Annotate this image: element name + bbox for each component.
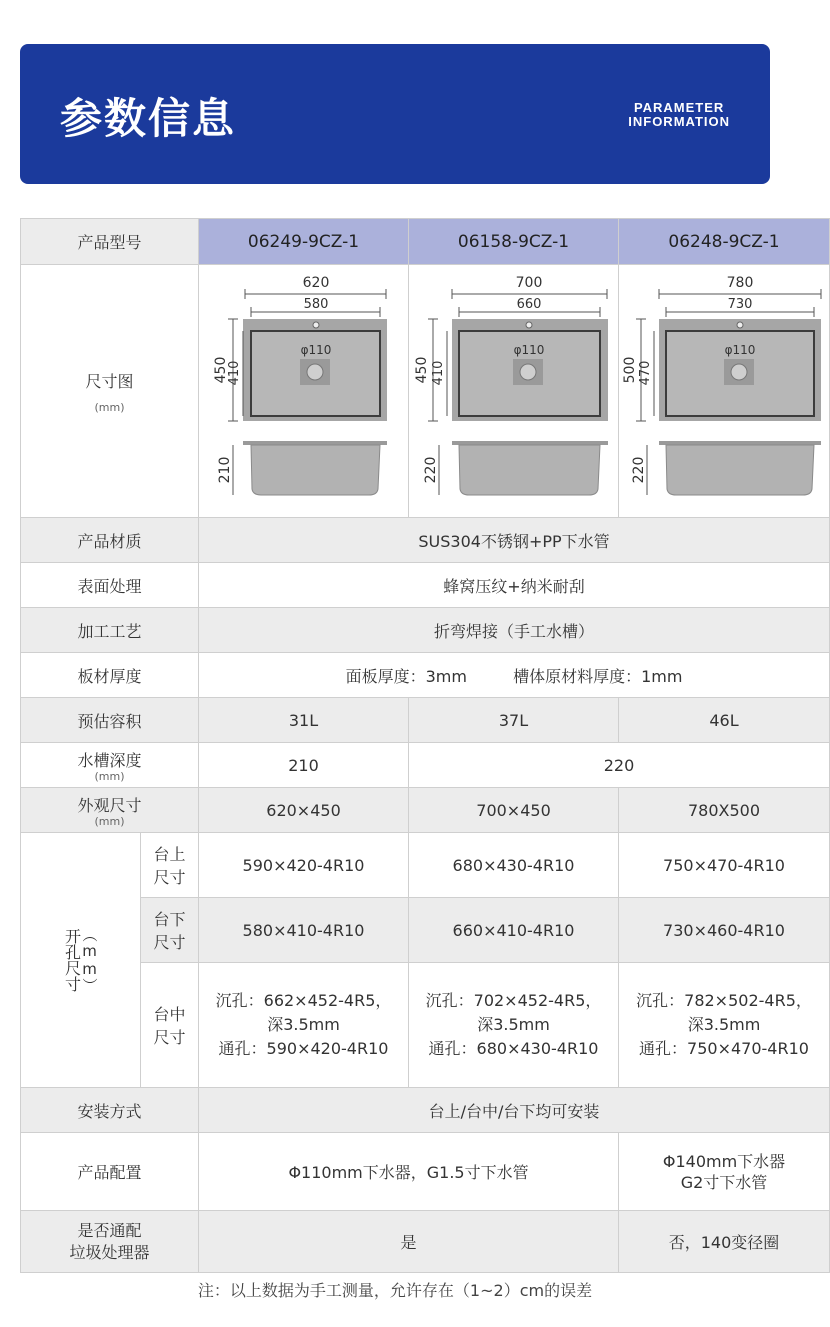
row-capacity [21, 698, 830, 743]
config-a: Φ110mm下水器，G1.5寸下水管 [199, 1133, 619, 1211]
label-surface: 表面处理 [21, 563, 199, 608]
page-subtitle [628, 101, 730, 129]
flush-line-2: 深3.5mm [267, 1015, 340, 1034]
size-3: 780X500 [619, 788, 830, 833]
label-cutout-under [141, 898, 199, 963]
value-material: SUS304不锈钢+PP下水管 [199, 518, 830, 563]
panel-thickness: 面板厚度：3mm [345, 666, 467, 686]
row-disposer [21, 1211, 830, 1273]
dim-drain: φ110 [513, 343, 545, 357]
row-install [21, 1088, 830, 1133]
label-size [21, 788, 199, 833]
label-diagram [21, 265, 199, 518]
row-process [21, 608, 830, 653]
label-config: 产品配置 [21, 1133, 199, 1211]
size-1: 620×450 [199, 788, 409, 833]
label-capacity: 预估容积 [21, 698, 199, 743]
dim-inner-width: 660 [516, 297, 542, 312]
value-thickness [199, 653, 830, 698]
flush-line-1: 沉孔：702×452-4R5， [425, 991, 602, 1010]
label-size-text: 外观尺寸 [77, 795, 142, 815]
dim-inner-width: 730 [727, 297, 753, 312]
dim-outer-height: 450 [213, 356, 230, 384]
label-cutout-top-1: 台上 [153, 845, 186, 864]
row-config [21, 1133, 830, 1211]
capacity-1: 31L [199, 698, 409, 743]
depth-2: 220 [409, 743, 830, 788]
value-surface: 蜂窝压纹+纳米耐刮 [199, 563, 830, 608]
label-cutout-top-2: 尺寸 [153, 868, 186, 887]
label-disposer-2: 垃圾处理器 [69, 1242, 150, 1262]
label-cutout-flush-1: 台中 [153, 1005, 186, 1024]
dim-drain: φ110 [300, 343, 332, 357]
dim-depth: 210 [217, 456, 234, 484]
tank-thickness: 槽体原材料厚度：1mm [513, 666, 683, 686]
dim-outer-height: 450 [414, 356, 431, 384]
row-size [21, 788, 830, 833]
label-cutout-flush [141, 963, 199, 1088]
row-depth [21, 743, 830, 788]
page-title: 参数信息 [60, 94, 237, 143]
label-diagram-text: 尺寸图 [85, 371, 134, 391]
dim-depth: 220 [631, 456, 648, 484]
depth-1: 210 [199, 743, 409, 788]
dim-inner-height: 470 [638, 360, 654, 386]
value-install: 台上/台中/台下均可安装 [199, 1088, 830, 1133]
dim-inner-width: 580 [303, 297, 329, 312]
subtitle-line-2: INFORMATION [628, 114, 730, 129]
label-size-unit: (mm) [94, 814, 125, 828]
label-cutout-text: 开孔尺寸 [62, 928, 82, 992]
row-cutout-top [21, 833, 830, 898]
label-cutout-unit: （mm） [80, 927, 99, 993]
label-install: 安装方式 [21, 1088, 199, 1133]
config-b-line-2: G2寸下水管 [680, 1172, 768, 1192]
dim-outer-width: 700 [515, 275, 543, 291]
flush-line-3: 通孔：590×420-4R10 [218, 1039, 389, 1058]
cutout-flush-3 [619, 963, 830, 1088]
row-surface [21, 563, 830, 608]
label-disposer [21, 1211, 199, 1273]
model-2: 06158-9CZ-1 [409, 219, 619, 265]
cutout-under-1: 580×410-4R10 [199, 898, 409, 963]
cutout-flush-1 [199, 963, 409, 1088]
label-cutout-under-1: 台下 [153, 910, 186, 929]
model-1: 06249-9CZ-1 [199, 219, 409, 265]
capacity-2: 37L [409, 698, 619, 743]
config-b-line-1: Φ140mm下水器 [662, 1151, 786, 1171]
spec-table [20, 218, 830, 1273]
flush-line-3: 通孔：680×430-4R10 [428, 1039, 599, 1058]
diagram-1 [199, 265, 409, 518]
label-depth-unit: (mm) [94, 769, 125, 783]
label-model: 产品型号 [21, 219, 199, 265]
flush-line-3: 通孔：750×470-4R10 [639, 1039, 809, 1058]
label-thickness: 板材厚度 [21, 653, 199, 698]
flush-line-2: 深3.5mm [687, 1015, 761, 1034]
dim-outer-width: 780 [726, 275, 754, 291]
diagram-2 [409, 265, 619, 518]
value-process: 折弯焊接（手工水槽） [199, 608, 830, 653]
label-cutout [21, 833, 141, 1088]
flush-line-1: 沉孔：662×452-4R5， [215, 991, 392, 1010]
header-banner [20, 44, 770, 184]
size-2: 700×450 [409, 788, 619, 833]
cutout-top-3: 750×470-4R10 [619, 833, 830, 898]
label-depth-text: 水槽深度 [77, 750, 142, 770]
footnote: 注：以上数据为手工测量，允许存在（1~2）cm的误差 [197, 1281, 593, 1300]
label-cutout-flush-2: 尺寸 [153, 1028, 186, 1047]
cutout-flush-2 [409, 963, 619, 1088]
dim-outer-width: 620 [302, 275, 330, 291]
dim-drain: φ110 [724, 343, 756, 357]
cutout-top-2: 680×430-4R10 [409, 833, 619, 898]
row-diagram [21, 265, 830, 518]
row-model [21, 219, 830, 265]
dim-depth: 220 [423, 456, 440, 484]
disposer-b: 否，140变径圈 [619, 1211, 830, 1273]
config-b [619, 1133, 830, 1211]
row-thickness [21, 653, 830, 698]
cutout-under-2: 660×410-4R10 [409, 898, 619, 963]
cutout-under-3: 730×460-4R10 [619, 898, 830, 963]
label-depth [21, 743, 199, 788]
label-diagram-unit: (mm) [94, 400, 125, 414]
flush-line-2: 深3.5mm [477, 1015, 550, 1034]
row-cutout-flush [21, 963, 830, 1088]
cutout-top-1: 590×420-4R10 [199, 833, 409, 898]
subtitle-line-1: PARAMETER [633, 100, 725, 115]
dim-inner-height: 410 [227, 360, 243, 386]
disposer-a: 是 [199, 1211, 619, 1273]
capacity-3: 46L [619, 698, 830, 743]
label-disposer-1: 是否通配 [77, 1220, 142, 1240]
flush-line-1: 沉孔：782×502-4R5， [636, 991, 812, 1010]
row-material [21, 518, 830, 563]
model-3: 06248-9CZ-1 [619, 219, 830, 265]
row-cutout-under [21, 898, 830, 963]
diagram-3 [619, 265, 830, 518]
label-material: 产品材质 [21, 518, 199, 563]
label-cutout-under-2: 尺寸 [153, 933, 186, 952]
dim-inner-height: 410 [431, 360, 447, 386]
label-process: 加工工艺 [21, 608, 199, 653]
label-cutout-top [141, 833, 199, 898]
dim-outer-height: 500 [622, 356, 639, 384]
